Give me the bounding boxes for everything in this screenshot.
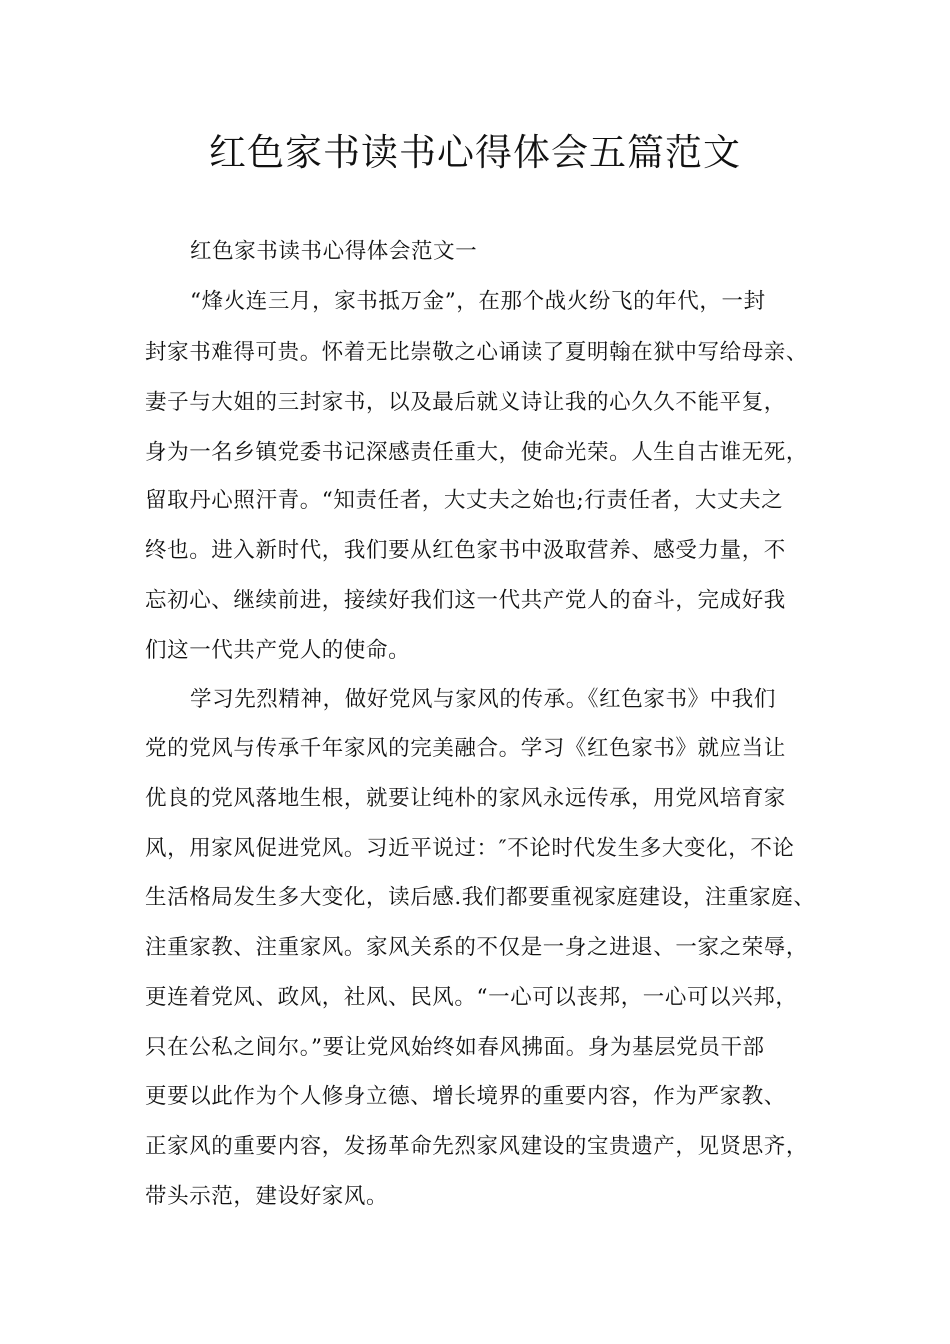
paragraph-line: 封家书难得可贵。怀着无比崇敬之心诵读了夏明翰在狱中写给母亲、 xyxy=(145,340,809,365)
paragraph-line: 带头示范，建设好家风。 xyxy=(145,1184,389,1209)
paragraph-line: 妻子与大姐的三封家书，以及最后就义诗让我的心久久不能平复， xyxy=(145,390,786,415)
paragraph-line: 终也。进入新时代，我们要从红色家书中汲取营养、感受力量，不 xyxy=(145,538,786,563)
paragraph-line: 留取丹心照汗青。“知责任者，大丈夫之始也;行责任者，大丈夫之 xyxy=(145,488,784,513)
paragraph-line: 只在公私之间尔。”要让党风始终如春风拂面。身为基层党员干部 xyxy=(145,1035,765,1060)
paragraph-line: 更连着党风、政风，社风、民风。“一心可以丧邦，一心可以兴邦， xyxy=(145,985,798,1010)
section-subtitle: 红色家书读书心得体会范文一 xyxy=(190,239,478,264)
paragraph-line: 忘初心、继续前进，接续好我们这一代共产党人的奋斗，完成好我 xyxy=(145,588,786,613)
paragraph-line: 们这一代共产党人的使命。 xyxy=(145,638,411,663)
paragraph-line: 优良的党风落地生根，就要让纯朴的家风永远传承，用党风培育家 xyxy=(145,786,786,811)
paragraph-line: 注重家教、注重家风。家风关系的不仅是一身之进退、一家之荣辱， xyxy=(145,935,809,960)
paragraph-line: 更要以此作为个人修身立德、增长境界的重要内容，作为严家教、 xyxy=(145,1084,786,1109)
paragraph-line: 正家风的重要内容，发扬革命先烈家风建设的宝贵遗产，见贤思齐， xyxy=(145,1134,809,1159)
paragraph-line: “烽火连三月，家书抵万金”，在那个战火纷飞的年代，一封 xyxy=(190,289,766,314)
paragraph-line: 学习先烈精神，做好党风与家风的传承。《红色家书》中我们 xyxy=(190,687,776,712)
document-title: 红色家书读书心得体会五篇范文 xyxy=(209,131,741,174)
paragraph-line: 身为一名乡镇党委书记深感责任重大，使命光荣。人生自古谁无死， xyxy=(145,440,809,465)
paragraph-line: 生活格局发生多大变化，读后感.我们都要重视家庭建设，注重家庭、 xyxy=(145,885,816,910)
paragraph-line: 党的党风与传承千年家风的完美融合。学习《红色家书》就应当让 xyxy=(145,736,786,761)
paragraph-line: 风，用家风促进党风。习近平说过：″不论时代发生多大变化，不论 xyxy=(145,836,795,861)
